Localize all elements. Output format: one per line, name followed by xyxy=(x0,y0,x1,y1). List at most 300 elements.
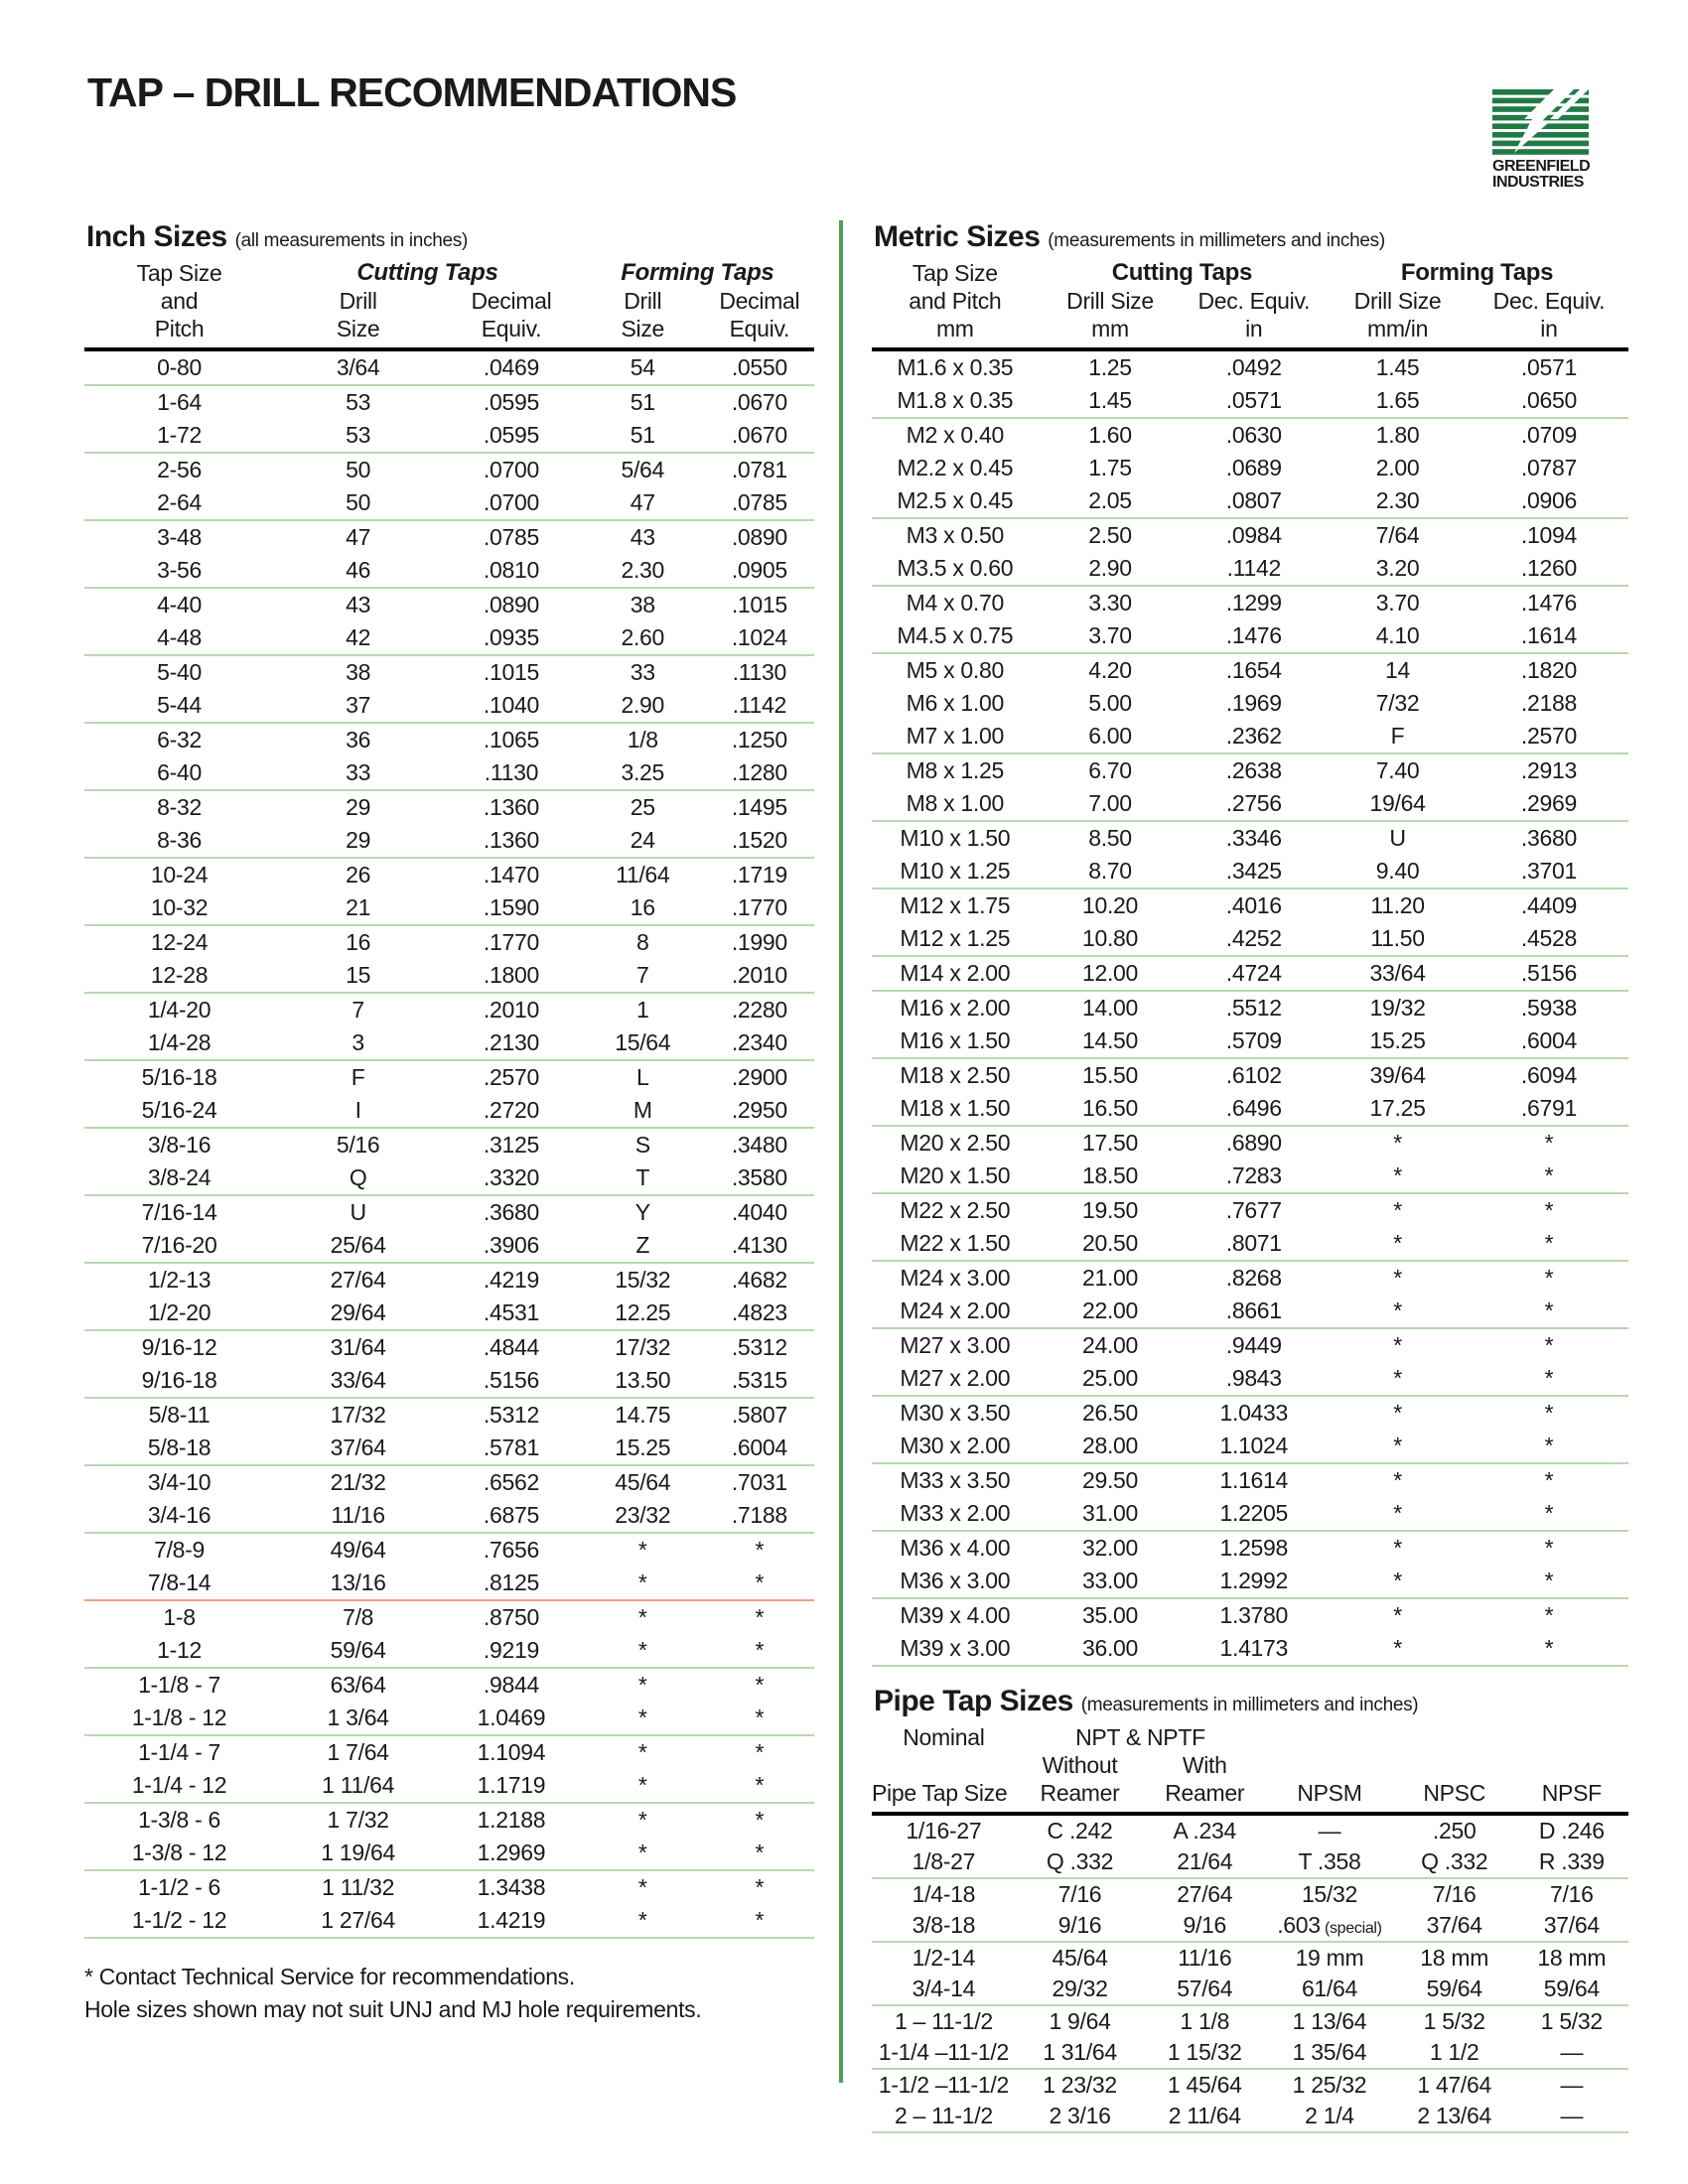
table-cell: 39/64 xyxy=(1369,1062,1426,1088)
table-cell: * xyxy=(637,1537,647,1563)
table-cell: 2.50 xyxy=(1088,522,1132,548)
table-cell: .2010 xyxy=(483,997,539,1023)
table-row xyxy=(872,1632,1628,1666)
table-cell: 1 11/64 xyxy=(274,1769,442,1803)
table-cell: .9449 xyxy=(1225,1332,1282,1358)
table-cell: M30 x 2.00 xyxy=(872,1430,1039,1463)
table-cell: 1-72 xyxy=(84,419,274,453)
table-cell: .9219 xyxy=(442,1634,581,1668)
table-cell: M16 x 2.00 xyxy=(900,995,1011,1021)
table-cell: U xyxy=(350,1199,366,1225)
table-cell: .3701 xyxy=(1470,855,1628,888)
table-cell: .2188 xyxy=(1520,690,1577,716)
table-row xyxy=(84,385,814,419)
table-cell: 14.50 xyxy=(1039,1024,1183,1058)
table-cell: M7 x 1.00 xyxy=(872,720,1039,753)
table-cell: .0785 xyxy=(705,486,814,520)
table-cell: 36.00 xyxy=(1039,1632,1183,1666)
table-cell: .2756 xyxy=(1182,787,1326,821)
table-cell: 3 xyxy=(274,1026,442,1060)
table-cell: .6102 xyxy=(1225,1062,1282,1088)
table-cell: 45/64 xyxy=(1052,1945,1108,1971)
table-cell: 1-1/4 - 12 xyxy=(84,1769,274,1803)
table-cell: .1495 xyxy=(731,794,787,820)
table-cell: 1/8 xyxy=(627,727,658,752)
table-cell: .1360 xyxy=(442,824,581,858)
table-cell: .4219 xyxy=(483,1267,539,1293)
footnote-asterisk: * Contact Technical Service for recommendations. xyxy=(84,1964,575,1989)
table-cell: 19.50 xyxy=(1081,1197,1139,1223)
table-cell: 5/16 xyxy=(336,1132,380,1158)
table-cell: .0807 xyxy=(1182,484,1326,518)
table-row xyxy=(84,1026,814,1060)
table-cell: .1015 xyxy=(483,659,539,685)
table-cell: 19/64 xyxy=(1326,787,1470,821)
table-cell: .2570 xyxy=(483,1064,539,1090)
table-cell: .3680 xyxy=(1520,825,1577,851)
table-cell: 4-48 xyxy=(84,621,274,655)
table-cell: .0890 xyxy=(483,592,539,617)
metric-sizes-subtitle: (measurements in millimeters and inches) xyxy=(1048,230,1385,251)
table-cell: 1.1024 xyxy=(1182,1430,1326,1463)
table-cell: .1470 xyxy=(483,862,539,887)
table-cell: .4252 xyxy=(1182,922,1326,956)
table-cell: .7677 xyxy=(1225,1197,1282,1223)
table-row xyxy=(84,1128,814,1161)
col-header-tap-size: Tap Size xyxy=(136,260,222,286)
table-cell: .5156 xyxy=(1470,956,1628,991)
table-cell: M33 x 3.50 xyxy=(900,1467,1011,1493)
table-cell: .2720 xyxy=(442,1094,581,1128)
table-cell: Z xyxy=(581,1229,705,1263)
table-cell: 15 xyxy=(274,959,442,993)
table-row xyxy=(872,1942,1628,1974)
table-cell: M12 x 1.75 xyxy=(900,892,1011,918)
table-cell: 1/4-28 xyxy=(84,1026,274,1060)
table-row xyxy=(872,2069,1628,2101)
table-cell: 19 mm xyxy=(1295,1945,1364,1971)
table-row xyxy=(84,1904,814,1938)
table-cell: 1 11/32 xyxy=(322,1874,395,1900)
table-cell: 33 xyxy=(274,756,442,790)
table-cell: 1.1094 xyxy=(477,1739,546,1765)
footnotes xyxy=(84,1961,814,2026)
table-row xyxy=(872,619,1628,653)
col-header-tap-size: and xyxy=(160,288,199,314)
table-cell: 1.2205 xyxy=(1182,1497,1326,1531)
table-cell: 9/16 xyxy=(1144,1910,1265,1942)
col-header-cutting-decimal: in xyxy=(1182,316,1326,349)
table-cell: .7283 xyxy=(1182,1160,1326,1193)
table-cell: 59/64 xyxy=(1515,1974,1628,2005)
table-cell: 1.1614 xyxy=(1219,1467,1289,1493)
col-header-pipe-tap-size: Pipe Tap Size xyxy=(872,1780,1016,1814)
table-cell: 1.45 xyxy=(1375,354,1420,380)
table-cell: 1.65 xyxy=(1326,384,1470,418)
table-cell: .4823 xyxy=(705,1297,814,1330)
table-cell: 53 xyxy=(274,419,442,453)
table-cell: .3680 xyxy=(483,1199,539,1225)
table-row xyxy=(84,959,814,993)
table-cell: * xyxy=(1544,1197,1554,1223)
table-cell: * xyxy=(1470,1497,1628,1531)
table-cell: M36 x 4.00 xyxy=(900,1535,1011,1561)
table-cell: 7/16 xyxy=(1057,1881,1102,1907)
table-row xyxy=(872,384,1628,418)
pipe-tap-sizes-heading xyxy=(874,1685,1628,1718)
table-cell: 1/2-13 xyxy=(147,1267,211,1293)
inch-sizes-heading xyxy=(86,220,814,254)
table-cell: .8071 xyxy=(1182,1227,1326,1261)
table-cell: M20 x 1.50 xyxy=(872,1160,1039,1193)
table-cell: M39 x 3.00 xyxy=(872,1632,1039,1666)
table-cell: .1614 xyxy=(1470,619,1628,653)
table-cell: .5781 xyxy=(442,1432,581,1465)
table-cell: .4016 xyxy=(1225,892,1282,918)
table-cell: 31.00 xyxy=(1039,1497,1183,1531)
table-cell: * xyxy=(705,1904,814,1938)
table-row xyxy=(872,1295,1628,1328)
page-title: TAP – DRILL RECOMMENDATIONS xyxy=(87,69,737,115)
table-row xyxy=(84,453,814,486)
table-cell: .0700 xyxy=(442,486,581,520)
table-cell: 1/4-18 xyxy=(912,1881,976,1907)
table-row xyxy=(84,689,814,723)
table-cell: 47 xyxy=(346,524,371,550)
table-cell: 57/64 xyxy=(1144,1974,1265,2005)
table-cell: * xyxy=(1326,1160,1470,1193)
table-row xyxy=(872,1058,1628,1092)
table-cell: 16 xyxy=(581,891,705,925)
table-cell: 1.2992 xyxy=(1182,1565,1326,1598)
table-cell: 1.3438 xyxy=(477,1874,546,1900)
table-cell: 4-40 xyxy=(157,592,202,617)
table-row xyxy=(84,790,814,824)
table-cell: .4130 xyxy=(705,1229,814,1263)
table-cell: .1280 xyxy=(705,756,814,790)
table-cell: 15.50 xyxy=(1081,1062,1139,1088)
table-cell: * xyxy=(581,1567,705,1600)
table-cell: 2-56 xyxy=(157,457,202,482)
table-cell: * xyxy=(1470,1565,1628,1598)
table-cell: * xyxy=(1326,1430,1470,1463)
table-cell: 18.50 xyxy=(1039,1160,1183,1193)
table-row xyxy=(872,1193,1628,1227)
table-cell: 3.20 xyxy=(1326,552,1470,586)
table-row xyxy=(872,484,1628,518)
table-cell: 43 xyxy=(630,524,655,550)
table-cell: * xyxy=(1393,1265,1402,1291)
table-cell: 15/32 xyxy=(615,1267,671,1293)
table-cell: 16.50 xyxy=(1039,1092,1183,1126)
table-cell: 1.4219 xyxy=(442,1904,581,1938)
table-cell: 1-3/8 - 12 xyxy=(84,1837,274,1870)
table-cell: 22.00 xyxy=(1039,1295,1183,1328)
table-cell: * xyxy=(1326,1295,1470,1328)
table-row xyxy=(872,349,1628,384)
table-cell: * xyxy=(755,1807,765,1833)
table-cell: .6562 xyxy=(483,1469,539,1495)
table-cell: 2.30 xyxy=(1326,484,1470,518)
table-cell: * xyxy=(581,1837,705,1870)
table-cell: 1.25 xyxy=(1088,354,1132,380)
table-cell: 8.70 xyxy=(1039,855,1183,888)
table-row xyxy=(84,554,814,588)
table-cell: — xyxy=(1560,2072,1584,2098)
table-cell: 1-1/2 - 12 xyxy=(84,1904,274,1938)
table-cell: 7.40 xyxy=(1375,757,1420,783)
table-cell: .3346 xyxy=(1225,825,1282,851)
table-cell: 5/16-18 xyxy=(141,1064,217,1090)
table-cell: 7/16 xyxy=(1432,1881,1477,1907)
table-row xyxy=(84,756,814,790)
table-row xyxy=(872,1328,1628,1362)
table-cell: 4.20 xyxy=(1088,657,1132,683)
table-row xyxy=(84,520,814,554)
table-cell: * xyxy=(755,1537,765,1563)
table-cell: 29/32 xyxy=(1016,1974,1145,2005)
table-cell: 1.4173 xyxy=(1182,1632,1326,1666)
table-cell: M33 x 2.00 xyxy=(872,1497,1039,1531)
table-cell: 1.1719 xyxy=(442,1769,581,1803)
inch-sizes-section xyxy=(84,220,814,2026)
col-header-forming-drill: mm/in xyxy=(1326,316,1470,349)
table-cell: 29 xyxy=(346,794,371,820)
table-cell: * xyxy=(637,1604,647,1630)
table-cell: M2.5 x 0.45 xyxy=(872,484,1039,518)
table-cell: 25 xyxy=(630,794,655,820)
table-row xyxy=(872,1497,1628,1531)
table-cell: 1.3780 xyxy=(1219,1602,1289,1628)
table-row xyxy=(872,787,1628,821)
table-cell: 12.25 xyxy=(581,1297,705,1330)
col-header-tap-size: and Pitch xyxy=(909,288,1002,314)
table-cell: 51 xyxy=(581,419,705,453)
table-cell: * xyxy=(1544,1130,1554,1156)
col-header-with-reamer: With xyxy=(1182,1752,1227,1778)
table-cell: — xyxy=(1515,2037,1628,2069)
table-cell: M1.6 x 0.35 xyxy=(897,354,1014,380)
metric-sizes-section xyxy=(872,220,1628,2133)
table-cell: 12.00 xyxy=(1039,956,1183,991)
table-cell: 6.70 xyxy=(1088,757,1132,783)
table-cell: * xyxy=(705,1702,814,1735)
table-cell: .6094 xyxy=(1520,1062,1577,1088)
table-cell: .8268 xyxy=(1225,1265,1282,1291)
table-cell: 7/8-14 xyxy=(84,1567,274,1600)
table-row xyxy=(872,1396,1628,1430)
table-row xyxy=(872,1463,1628,1497)
table-cell: M12 x 1.25 xyxy=(872,922,1039,956)
table-row xyxy=(84,1769,814,1803)
table-cell: .6004 xyxy=(705,1432,814,1465)
table-cell: C .242 xyxy=(1047,1818,1113,1843)
table-cell: * xyxy=(1470,1160,1628,1193)
table-row xyxy=(872,1565,1628,1598)
table-cell: 1-8 xyxy=(163,1604,196,1630)
table-cell: .5512 xyxy=(1225,995,1282,1021)
table-cell: 1-3/8 - 6 xyxy=(138,1807,221,1833)
table-cell: Y xyxy=(634,1199,650,1225)
table-cell: A .234 xyxy=(1173,1818,1236,1843)
table-cell: .3480 xyxy=(731,1132,787,1158)
table-cell: 8.50 xyxy=(1088,825,1132,851)
table-cell: .2010 xyxy=(705,959,814,993)
table-cell: * xyxy=(1544,1467,1554,1493)
table-cell: .603 (special) xyxy=(1265,1910,1394,1942)
table-cell: 51 xyxy=(630,389,655,415)
table-cell: .1360 xyxy=(483,794,539,820)
table-cell: 36 xyxy=(346,727,371,752)
table-row xyxy=(84,621,814,655)
greenfield-logo-icon xyxy=(1492,89,1589,155)
table-row xyxy=(872,2101,1628,2132)
table-cell: 1.45 xyxy=(1039,384,1183,418)
table-cell: * xyxy=(1470,1362,1628,1396)
metric-table-body xyxy=(872,349,1628,1666)
table-row xyxy=(872,922,1628,956)
special-note: (special) xyxy=(1320,1920,1382,1937)
table-cell: * xyxy=(1326,1362,1470,1396)
table-row xyxy=(872,991,1628,1024)
col-header-cutting-drill: Drill Size xyxy=(1066,288,1154,314)
table-cell: .0595 xyxy=(483,389,539,415)
table-cell: 14 xyxy=(1385,657,1411,683)
table-row xyxy=(84,486,814,520)
table-cell: 1/4-20 xyxy=(147,997,211,1023)
table-cell: .1250 xyxy=(731,727,787,752)
table-cell: 7/16-20 xyxy=(84,1229,274,1263)
table-cell: .3906 xyxy=(442,1229,581,1263)
col-header-with-reamer: Reamer xyxy=(1144,1780,1265,1814)
table-cell: .0700 xyxy=(483,457,539,482)
table-cell: 21 xyxy=(274,891,442,925)
table-cell: 5.00 xyxy=(1088,690,1132,716)
table-cell: M16 x 1.50 xyxy=(872,1024,1039,1058)
table-cell: 23/32 xyxy=(581,1499,705,1533)
table-row xyxy=(872,2005,1628,2037)
table-cell: * xyxy=(1544,1602,1554,1628)
table-cell: .0492 xyxy=(1225,354,1282,380)
table-row xyxy=(872,452,1628,484)
table-row xyxy=(872,855,1628,888)
table-cell: 9/16-18 xyxy=(84,1364,274,1398)
table-cell: 1 1/2 xyxy=(1394,2037,1515,2069)
table-cell: 1 19/64 xyxy=(274,1837,442,1870)
table-row xyxy=(84,1600,814,1634)
table-cell: 1 xyxy=(636,997,649,1023)
table-cell: .5156 xyxy=(442,1364,581,1398)
col-group-forming-taps: Forming Taps xyxy=(1400,259,1554,286)
table-cell: * xyxy=(581,1769,705,1803)
table-row xyxy=(84,1634,814,1668)
table-cell: .1820 xyxy=(1520,657,1577,683)
table-cell: * xyxy=(755,1604,765,1630)
inch-table-body xyxy=(84,349,814,1938)
table-cell: .1130 xyxy=(442,756,581,790)
table-cell: * xyxy=(705,1567,814,1600)
table-cell: 1/8-27 xyxy=(872,1846,1016,1878)
table-cell: 24 xyxy=(581,824,705,858)
table-cell: * xyxy=(1470,1227,1628,1261)
table-cell: 2.05 xyxy=(1039,484,1183,518)
table-cell: 47 xyxy=(581,486,705,520)
table-cell: .3580 xyxy=(705,1161,814,1195)
pipe-tap-sizes-title: Pipe Tap Sizes xyxy=(874,1685,1073,1717)
table-cell: 7 xyxy=(581,959,705,993)
table-cell: 1 5/32 xyxy=(1540,2008,1603,2034)
table-cell: 2 11/64 xyxy=(1144,2101,1265,2132)
col-header-cutting-drill: Drill xyxy=(339,288,377,314)
table-cell: M3.5 x 0.60 xyxy=(872,552,1039,586)
table-cell: L xyxy=(636,1064,649,1090)
table-cell: * xyxy=(581,1904,705,1938)
table-cell: .7188 xyxy=(705,1499,814,1533)
table-cell: 35.00 xyxy=(1081,1602,1139,1628)
table-cell: .1719 xyxy=(731,862,787,887)
col-header-npsf: NPSF xyxy=(1515,1780,1628,1814)
table-cell: 14.75 xyxy=(615,1402,671,1428)
table-cell: 1.2969 xyxy=(442,1837,581,1870)
table-cell: 5/8-11 xyxy=(148,1402,211,1428)
col-header-nominal: Nominal xyxy=(903,1724,985,1750)
table-cell: .2950 xyxy=(705,1094,814,1128)
table-cell: M10 x 1.25 xyxy=(872,855,1039,888)
table-cell: 1 1/8 xyxy=(1180,2008,1230,2034)
table-cell: M39 x 4.00 xyxy=(900,1602,1011,1628)
table-cell: 59/64 xyxy=(274,1634,442,1668)
table-cell: 17/32 xyxy=(615,1334,671,1360)
table-cell: .2969 xyxy=(1470,787,1628,821)
table-cell: 5/16-24 xyxy=(84,1094,274,1128)
table-cell: 2 13/64 xyxy=(1394,2101,1515,2132)
table-row xyxy=(872,1531,1628,1565)
table-cell: 11/16 xyxy=(274,1499,442,1533)
table-row xyxy=(872,1261,1628,1295)
table-cell: .7656 xyxy=(483,1537,539,1563)
table-cell: * xyxy=(755,1739,765,1765)
table-cell: 13.50 xyxy=(581,1364,705,1398)
table-cell: .8125 xyxy=(442,1567,581,1600)
table-cell: 3.70 xyxy=(1039,619,1183,653)
table-row xyxy=(84,1837,814,1870)
table-cell: * xyxy=(705,1837,814,1870)
table-cell: 3.30 xyxy=(1088,590,1132,615)
table-row xyxy=(872,1024,1628,1058)
table-row xyxy=(84,588,814,621)
table-cell: .2900 xyxy=(731,1064,787,1090)
table-cell: * xyxy=(1544,1265,1554,1291)
table-row xyxy=(84,1735,814,1769)
table-cell: .0906 xyxy=(1470,484,1628,518)
table-cell: .4040 xyxy=(731,1199,787,1225)
table-cell: M2 x 0.40 xyxy=(906,422,1004,448)
table-cell: M10 x 1.50 xyxy=(900,825,1011,851)
table-cell: 3/64 xyxy=(274,349,442,385)
table-row xyxy=(872,653,1628,687)
table-cell: M36 x 3.00 xyxy=(872,1565,1039,1598)
table-cell: 1 31/64 xyxy=(1016,2037,1145,2069)
table-cell: * xyxy=(637,1807,647,1833)
table-row xyxy=(84,858,814,891)
table-cell: 17.25 xyxy=(1326,1092,1470,1126)
table-cell: 54 xyxy=(581,349,705,385)
col-header-cutting-drill: mm xyxy=(1039,316,1183,349)
table-cell: .1065 xyxy=(483,727,539,752)
table-row xyxy=(872,1974,1628,2005)
table-row xyxy=(84,1263,814,1297)
table-cell: 3-48 xyxy=(157,524,202,550)
